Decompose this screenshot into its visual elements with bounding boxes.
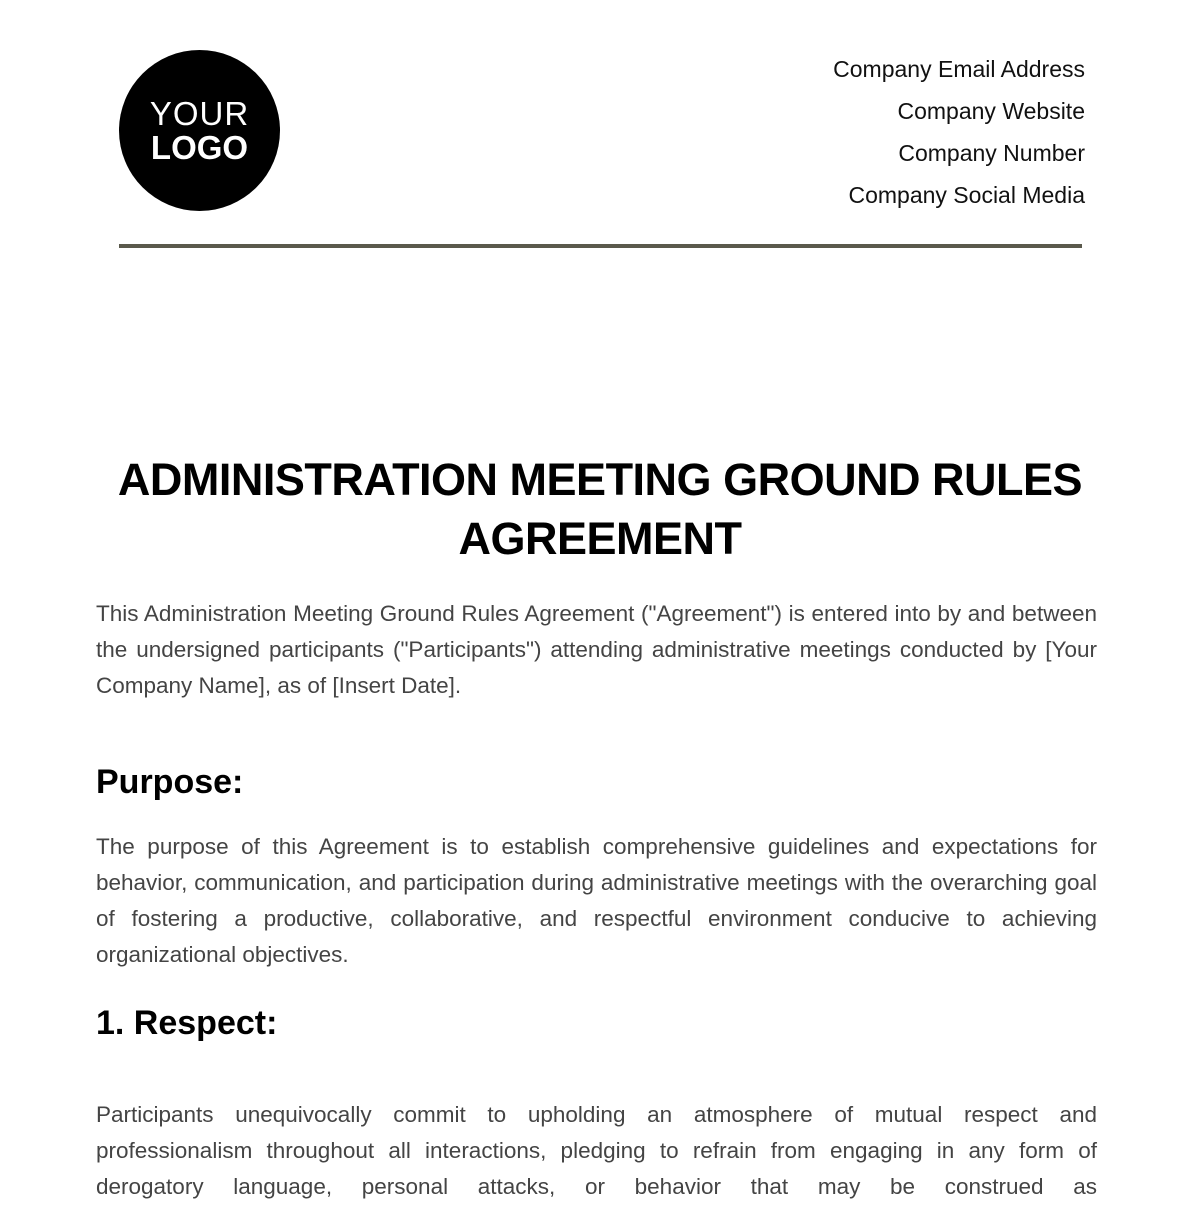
company-email: Company Email Address — [833, 56, 1085, 82]
respect-heading: 1. Respect: — [96, 1004, 278, 1042]
company-number: Company Number — [898, 140, 1085, 166]
purpose-paragraph: The purpose of this Agreement is to establish comprehensive guidelines and expectations for behavior, communication, and participation during administrative meetings with the overarching goal of fostering a productive, collaborative, and respectful environment conducive to achieving organizational objectives. — [96, 834, 1097, 967]
company-contact-info — [833, 54, 1085, 222]
company-logo — [119, 50, 280, 211]
header-divider — [119, 244, 1082, 248]
respect-paragraph: Participants unequivocally commit to upholding an atmosphere of mutual respect and professionalism throughout all interactions, pledging to refrain from engaging in any form of derogatory language, personal attacks, or behavior that may be construed as — [96, 1102, 1097, 1199]
company-website: Company Website — [897, 98, 1085, 124]
company-social-media: Company Social Media — [848, 182, 1085, 208]
purpose-heading: Purpose: — [96, 763, 244, 801]
intro-paragraph: This Administration Meeting Ground Rules Agreement ("Agreement") is entered into by and between the undersigned participants ("Participants") attending administrative meetings conducted by [Your Company Name], as of [Insert Date]. — [96, 601, 1097, 698]
document-title: ADMINISTRATION MEETING GROUND RULES AGREEMENT — [117, 454, 1083, 565]
logo-line-2: LOGO — [150, 128, 249, 166]
logo-line-1: YOUR — [149, 94, 250, 132]
